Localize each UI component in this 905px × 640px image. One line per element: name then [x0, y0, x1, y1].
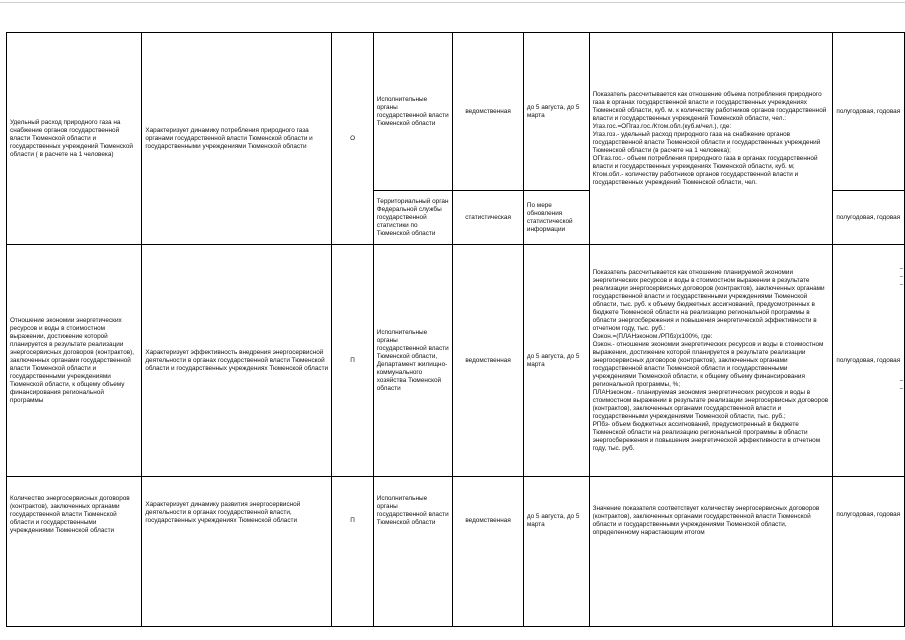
indicator-flag: П [332, 245, 373, 477]
calc-line: Оэкон.- отношение экономии энергетических ресурсов и воды в стоимостном выражении, достижение которой планируется в результате реализации энергосервисных договоров (контрактов), заключенных органами государственной власти Тюменской области и государственными учреждениями Тюменской области, к общему объему финансирования региональной программы, %; [592, 340, 824, 388]
responsible-organ: Исполнительные органы государственной власти Тюменской области [373, 33, 453, 191]
reporting-term: до 5 августа, до 5 марта [523, 245, 589, 477]
indicators-table [6, 32, 905, 627]
responsible-organ: Исполнительные органы государственной власти Тюменской области [373, 477, 453, 627]
table-row [7, 33, 905, 191]
page-top-edge [0, 2, 905, 3]
reporting-term: до 5 августа, до 5 марта [523, 33, 589, 191]
calc-line: ОПгаз.гос.- объем потребления природного газа в органах государственной власти и государственных учреждениях Тюменской области, куб. м; [592, 154, 818, 170]
calc-line: РПбз- объем бюджетных ассигнований, предусмотренный в бюджете Тюменской области на реализацию региональной программы в области энергосбережения и повышения энергетической эффективности в отчетном году, тыс. руб. [592, 420, 821, 452]
calc-line: Угаз.гос.=ОПгаз.гос./Ктом.обл.(куб.м/чел.), где: [592, 122, 732, 130]
data-source: ведомственная [453, 33, 524, 191]
reporting-period: полугодовая, годовая [832, 477, 904, 627]
margin-tick [900, 268, 903, 269]
calc-line: Показатель рассчитывается как отношение планируемой экономии энергетических ресурсов и воды в стоимостном выражении в результате реализации энергосервисных договоров (контрактов), заключенных органами государственной власти и государственными учреждениями Тюменской области, тыс. руб. к объему бюджетных ассигнований, предусмотренных в бюджете Тюменской области на реализацию региональной программы в области энергосбережения и повышения энергетической эффективности в отчетном году, тыс. руб.: [592, 268, 825, 332]
table-row [7, 245, 905, 477]
calc-line: Угаз.гоз.- удельный расход природного газа на снабжение органов государственной власти Тюменской области и государственных учреждений Тюменской области (в расчете на 1 человека); [592, 130, 821, 154]
margin-tick [900, 276, 903, 277]
calc-line: Оэкон.=(ПЛАНэконом./РПбз)х100%, где: [592, 332, 713, 340]
responsible-organ: Исполнительные органы государственной власти Тюменской области, Департамент жилищно-коммунального хозяйства Тюменской области [373, 245, 453, 477]
margin-tick [900, 284, 903, 285]
indicator-name: Количество энергосервисных договоров (контрактов), заключенных органами государственной власти Тюменской области и государственными учреждениями Тюменской области [7, 477, 142, 627]
reporting-period: полугодовая, годовая [832, 191, 904, 245]
data-source: статистическая [453, 191, 524, 245]
data-source: ведомственная [453, 245, 524, 477]
calc-line: Показатель рассчитывается как отношение объема потребления природного газа в органах государственной власти и государственных учреждениях Тюменской области, куб. м. к количеству работников органов государственной власти и государственных учреждений Тюменской области, чел.: [592, 90, 827, 122]
data-source: ведомственная [453, 477, 524, 627]
indicator-name: Удельный расход природного газа на снабжение органов государственной власти Тюменской области и государственных учреждений Тюменской области ( в расчете на 1 человека) [7, 33, 142, 245]
reporting-term: до 5 августа, до 5 марта [523, 477, 589, 627]
calc-line: Значение показателя соответствует количеству энергосервисных договоров (контрактов), заключенных органами государственной власти Тюменской области и государственными учреждениями Тюменской области, определенному нарастающим итогом [592, 505, 820, 536]
indicator-flag: О [332, 33, 373, 245]
calc-line: ПЛАНэконом.- планируемая экономия энергетических ресурсов и воды в стоимостном выражении в результате реализации энергосервисных договоров (контрактов), заключенных органами государственной власти и государственными учреждениями Тюменской области, тыс. руб.; [592, 388, 829, 420]
table-row [7, 477, 905, 627]
reporting-period: полугодовая, годовая [832, 33, 904, 191]
margin-tick [900, 388, 903, 389]
calc-line: Ктом.обл.- количеству работников органов государственной власти и государственных учреждений Тюменской области, чел. [592, 170, 799, 186]
calculation-method [589, 245, 832, 477]
indicator-description: Характеризует эффективность внедрения энергосервисной деятельности в органах государственной власти Тюменской области и государственных учреждениях Тюменской области [142, 245, 332, 477]
indicator-description: Характеризует динамику потребления природного газа органами государственной власти Тюменской области и государственными учреждениями Тюменской области [142, 33, 332, 245]
calculation-method [589, 477, 832, 627]
reporting-period: полугодовая, годовая [832, 245, 904, 477]
responsible-organ: Территориальный орган Федеральной службы государственной статистики по Тюменской области [373, 191, 453, 245]
calculation-method [589, 33, 832, 245]
indicator-description: Характеризует динамику развития энергосервисной деятельности в органах государственной власти, государственных учреждениях Тюменской области [142, 477, 332, 627]
margin-tick [900, 380, 903, 381]
reporting-term: По мере обновления статистической информации [523, 191, 589, 245]
indicator-name: Отношение экономии энергетических ресурсов и воды в стоимостном выражении, достижение которой планируется в результате реализации энергосервисных договоров (контрактов), заключенных органами государственной власти Тюменской области и государственными учреждениями Тюменской области, к общему объему финансирования региональной программы [7, 245, 142, 477]
indicator-flag: П [332, 477, 373, 627]
